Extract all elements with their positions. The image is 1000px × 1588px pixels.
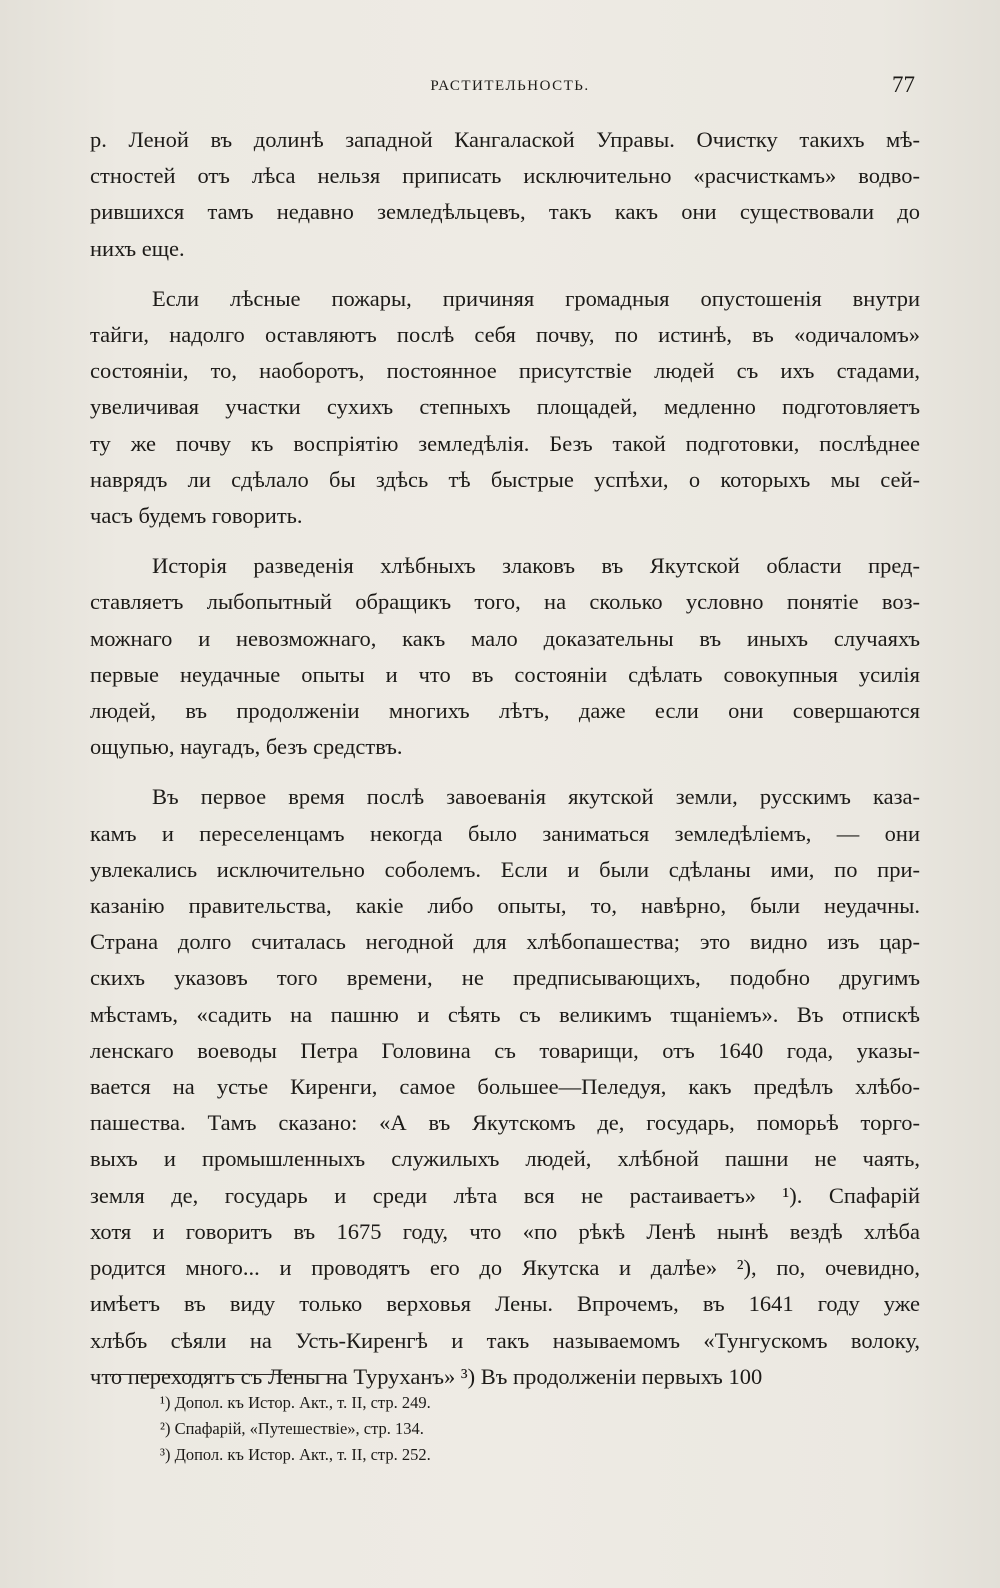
- footnote-3: ³) Допол. къ Истор. Акт., т. II, стр. 252.: [160, 1445, 431, 1464]
- text-line: выхъ и промышленныхъ служилыхъ людей, хлѣбной пашни не чаять,: [90, 1146, 920, 1172]
- footnote-divider: [103, 1374, 340, 1375]
- text-line: мѣстамъ, «садить на пашню и сѣять съ великимъ тщаніемъ». Въ отпискѣ: [90, 1001, 920, 1027]
- text-line: стностей отъ лѣса нельзя приписать исключительно «расчисткамъ» водво-: [90, 163, 920, 189]
- text-line: ту же почву къ воспріятію земледѣлія. Безъ такой подготовки, послѣднее: [90, 430, 920, 456]
- text-line: р. Леной въ долинѣ западной Кангалаской Управы. Очистку такихъ мѣ-: [90, 127, 920, 152]
- text-line: скихъ указовъ того времени, не предписывающихъ, подобно другимъ: [90, 965, 920, 991]
- text-line: земля де, государь и среди лѣта вся не растаиваетъ» ¹). Спафарій: [90, 1182, 920, 1208]
- text-line: тайги, надолго оставляютъ послѣ себя почву, по истинѣ, въ «одичаломъ»: [90, 322, 920, 348]
- text-line: Исторія разведенія хлѣбныхъ злаковъ въ Якутской области пред-: [152, 553, 920, 579]
- footnote-1: ¹) Допол. къ Истор. Акт., т. II, стр. 249.: [160, 1393, 431, 1412]
- text-line: можнаго и невозможнаго, какъ мало доказательны въ иныхъ случаяхъ: [90, 625, 920, 651]
- text-line: нихъ еще.: [90, 235, 185, 261]
- text-line: казанію правительства, какіе либо опыты, то, навѣрно, были неудачны.: [90, 893, 920, 919]
- running-head: РАСТИТЕЛЬНОСТЬ.: [430, 78, 590, 94]
- text-line: вается на устье Киренги, самое большее—Пеледуя, какъ предѣлъ хлѣбо-: [90, 1074, 920, 1100]
- text-line: что переходятъ съ Лены на Туруханъ» ³) Въ продолженіи первыхъ 100: [90, 1363, 763, 1389]
- text-line: хотя и говоритъ въ 1675 году, что «по рѣкѣ Ленѣ нынѣ вездѣ хлѣба: [90, 1218, 920, 1244]
- paragraph: [90, 281, 920, 534]
- text-line: Если лѣсные пожары, причиняя громадныя опустошенія внутри: [152, 285, 920, 311]
- text-line: увеличивая участки сухихъ степныхъ площадей, медленно подготовляетъ: [90, 394, 920, 420]
- text-line: хлѣбъ сѣяли на Усть-Киренгѣ и такъ называемомъ «Тунгускомъ волоку,: [90, 1327, 920, 1353]
- text-line: Страна долго считалась негодной для хлѣбопашества; это видно изъ цар-: [90, 929, 920, 955]
- paragraph: [90, 122, 920, 267]
- body-text: [90, 122, 920, 1395]
- text-line: имѣетъ въ виду только верховья Лены. Впрочемъ, въ 1641 году уже: [90, 1291, 920, 1317]
- text-line: ощупью, наугадъ, безъ средствъ.: [90, 734, 403, 760]
- paragraph: [90, 548, 920, 765]
- text-line: рившихся тамъ недавно земледѣльцевъ, такъ какъ они существовали до: [90, 199, 920, 225]
- paragraph: [90, 779, 920, 1394]
- text-line: наврядъ ли сдѣлало бы здѣсь тѣ быстрые успѣхи, о которыхъ мы сей-: [90, 466, 920, 492]
- text-line: состояніи, то, наоборотъ, постоянное присутствіе людей съ ихъ стадами,: [90, 358, 920, 384]
- footnotes: [160, 1390, 720, 1468]
- text-line: пашества. Тамъ сказано: «А въ Якутскомъ де, государь, поморьѣ торго-: [90, 1110, 920, 1136]
- text-line: увлекались исключительно соболемъ. Если и были сдѣланы ими, по при-: [90, 856, 920, 882]
- page-number: 77: [892, 72, 915, 97]
- text-line: часъ будемъ говорить.: [90, 503, 303, 529]
- text-line: Въ первое время послѣ завоеванія якутской земли, русскимъ каза-: [152, 784, 920, 810]
- text-line: ленскаго воеводы Петра Головина съ товарищи, отъ 1640 года, указы-: [90, 1037, 920, 1063]
- footnote-2: ²) Спафарій, «Путешествіе», стр. 134.: [160, 1419, 424, 1438]
- text-line: первые неудачные опыты и что въ состояніи сдѣлать совокупныя усилія: [90, 661, 920, 687]
- text-line: ставляетъ лыбопытный обращикъ того, на сколько условно понятіе воз-: [90, 589, 920, 615]
- page-header: [105, 72, 915, 108]
- text-line: камъ и переселенцамъ некогда было заниматься земледѣліемъ, — они: [90, 820, 920, 846]
- text-line: людей, въ продолженіи многихъ лѣтъ, даже если они совершаются: [90, 698, 920, 724]
- text-line: родится много... и проводятъ его до Якутска и далѣе» ²), по, очевидно,: [90, 1255, 920, 1281]
